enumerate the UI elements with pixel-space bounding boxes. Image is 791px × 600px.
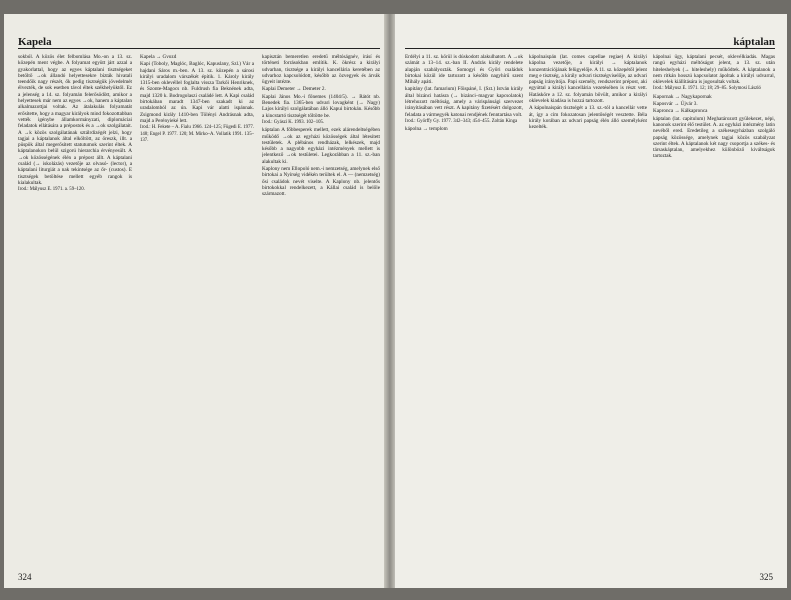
left-page bbox=[4, 14, 386, 588]
running-header: Kapela bbox=[18, 36, 52, 48]
text-column bbox=[405, 54, 523, 560]
paragraph: sokból. A közös élet felbomlása Mo.-on a 13. sz. közepén ment végbe. A folyamat együtt járt azzal a gyakorlattal, hogy az egyes káptalani tisztségeket betöltő →ok állandó helyettesekre bízták hivatali teendőik nagy részét, ők pedig tisztségük jövedelmét élvezték, de sok esetben távol éltek székhelyüktől. Ez a jelenség a 14. sz. folyamán felerősödött, amikor a helyettesek már nem az egyes →ok, hanem a káptalan alkalmazottjai voltak. Az átalakulás folyamatát erősítette, hogy a magyar királyok mind fokozottabban vették igénybe államkormányzati, diplomáciai feladatok ellátására a prépostok és a →ok szolgálatait. A →k közös szolgálatának sztálrdizégét jelzi, hogy tagjai a káptalanok által elköltött, az öreszk, illt. a püspök által megerősített statutumok szerint éltek. A káptalanokon belül szigorú hierarchia érvényesült. A →ok közösségének élén a prépost állt. A káptalani család (→ iskolázás) vezetője az olvasó- (lector), a káptalani liturgiát a nak tekintsége az őr- (custos). E tisztségek betöltése mellett egyéb rangok is kialakultak. bbox=[18, 54, 132, 186]
text-column bbox=[653, 54, 775, 560]
bibliography: Irod.: Mályusz E. 1971. 12; 18; 29–85. Solymosi László bbox=[653, 86, 761, 92]
entry: kápolnaispán (lat. comes capellae regiae) A királyi kápolna vezetője, a királyi → káptalanok konzentrációjának felügyelője. A 11. sz. közepétől jelent meg e tisztség, a király udvari tisztségviselője, az udvari papság irányítója. Papi személy, rendszerint prépost, aki egyúttal a királyi kancellária vezetésében is részt vett. Hatásköre a 12. sz. folyamán bővült, amikor a királyi oklevelek kiadása is hozzá tartozott. bbox=[529, 54, 647, 105]
entry-crossref: Kapela → Gvozd bbox=[140, 54, 177, 60]
paragraph: kápolnai ügy, káptalani pecsét, oklevélkiadás. Magas rangú egyházi méltóságot jelent, a 13. sz. után hiteleshelyek (→ hiteleshely) működtek. A káptalanok a nem ritkán hosszú kapcsolatot ápoltak a királyi udvarral, oklevelek kiállítására is jogosultak voltak. bbox=[653, 54, 775, 86]
paragraph: A kápolnaispán tisztségét a 13. sz.-tól a kancellár vette át, így a cím fokozatosan jelentőségét vesztette. Béla király korában az udvari papság élén álló személyként kezelték. bbox=[529, 105, 647, 131]
entry: Kapi (Toboly, Maglóc, Baglóc, Kapuslany, Szl.) Vár a hajdani Sáros m.-ben. A 13. sz. közepén a sárosi királyi uradalom várszékét építik. 1. Károly király 1315-ben oklevéllel foglalta vissza Tarkői Henriknek, és Szonte-Magocs nb. Fuldrush fia Beknének adta, majd 1320 k. Bodrogolaszi családé lett. A Kapi család birtokában maradt 1347-ben szakadt ki az uradalomból az ún. Kapi vár alatti ispánnak. Zsigmond király 1410-ben Tölényi Andrásnak adta, majd a Perényieké lett. bbox=[140, 61, 254, 124]
text-column bbox=[18, 54, 132, 560]
header-rule bbox=[405, 48, 775, 49]
entry: káptalan A főbbesperek mellett, ezek alárendeltségében működő →ok az egyházi közösségek által létesített testületek. A plébános rendházak, lelkészek, majd később a nagyobb egyházi intézmények mellett is jelentkező →ok testületei. Legkorábban a 11. sz.-ban alakultak ki. bbox=[262, 127, 380, 165]
bibliography: Irod.: Györffy Gy. 1977. 342–343; 454–455. Zoltán Kinga bbox=[405, 118, 518, 124]
bibliography: Irod.: H. Fekete – A. Fialu 1966. 124–125; Fügedi E. 1977. 148; Engel P. 1977. 120; M. Mirko–A. Vollatik 1991. 135–137. bbox=[140, 125, 254, 143]
paragraph: Erdélyi a 11. sz. körül is dúskodott alakulhatott. A →ok számát a 13–14. sz.-ban II. András király rendelete alapján szabályozták. Somogyi és Győri családok birtokai közül ide tartozott a később nagyhírű szent Mihály apáti. bbox=[405, 54, 523, 86]
running-header: káptalan bbox=[733, 36, 775, 48]
page-number: 324 bbox=[18, 572, 32, 582]
entry: kapitány (lat. famarium) Főispáné, I. (Szt.) István király által bizánci hatásra (→ bizánci–magyar kapcsolatok) létrehozott méltóság, amely a várispánsági szervezet irányításában vett részt. A kapitány fizetésért dolgozott, feladata a vármegyék katonai rendjének fenntartása volt. bbox=[405, 86, 523, 118]
entry-crossref: Kaplai Demeter → Demeter 2. bbox=[262, 86, 326, 93]
entry-crossref: Kapornak → Nagykapornak bbox=[653, 93, 712, 100]
header-rule bbox=[18, 48, 380, 49]
entry: Kaplai János Mo.-i főnemes (1404/5). → Rátót nb. Benedek fia. 1365-ben udvari lovagként (→ Nagy) Lajos királyi szolgálatában álló Kapui birtokán. Később a kincstartó tisztségét töltötte be. bbox=[262, 93, 380, 119]
entry-crossref: Kaposvár → Újvár 3. bbox=[653, 101, 698, 108]
entry: kapisztán bemeretlen eredetű méltóságnév, írásí és történeti forrásokban említik. K. ökrész a királyi udvarban, tisztsége a királyi kancellária keretében az udvarhoz kapcsolódott, később az özvegyek és árvák ügyeit intézte. bbox=[262, 54, 380, 86]
bibliography: Irod.: Mályusz E. 1971. a. 59–120. bbox=[18, 187, 85, 193]
right-page bbox=[395, 14, 787, 588]
entry: káptalan (lat. capitulum) Meghatározott gyülekezet, népi, kanonok szerint élő testület. A. az egyházi intézmény latin nevéből ered. Eredetileg a székesegyházban szolgáló papság közössége, amelynek tagjai közös szabályzat szerint éltek. A káptalanok két nagy csoportja a székes- és társaskáptalan, amelyekhez különböző kiváltságok tartoztak. bbox=[653, 115, 775, 160]
entry-crossref: kápolna → templom bbox=[405, 126, 448, 133]
bibliography: Irod.: Gyászi K. 1993. 102–105. bbox=[262, 119, 325, 125]
page-number: 325 bbox=[759, 572, 773, 582]
text-column bbox=[262, 54, 380, 560]
text-column bbox=[529, 54, 647, 560]
entry-crossref: Kapronca → Kálkapronca bbox=[653, 108, 708, 115]
entry: Kaplony nem Ellopoló nem.-i nemzetség, amelynek első birtokai a Nyírség vidékén terültek el. A — (nemzetség) ősi családok nevét viselte. A Kaplony nb. jelentős birtokokkal rendelkezett, a Kállai család is belőle származott. bbox=[262, 166, 380, 198]
text-column bbox=[140, 54, 254, 560]
